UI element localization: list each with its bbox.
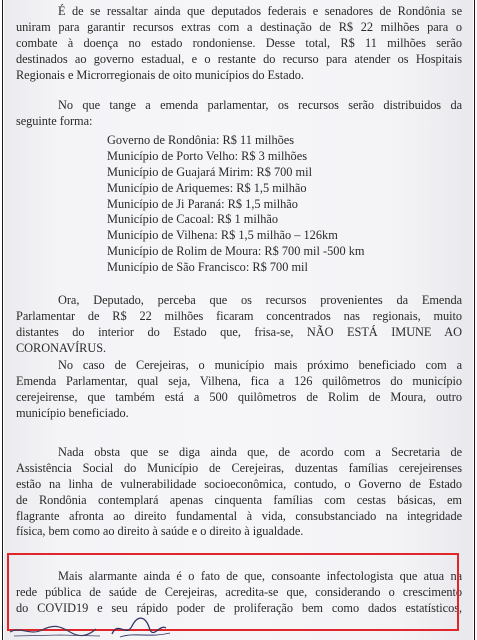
distribution-item: Município de São Francisco: R$ 700 mil [107, 260, 308, 275]
distribution-item: Município de Porto Velho: R$ 3 milhões [107, 148, 308, 163]
text-line: Parlamentar de R$ 22 milhões ficaram concentrados nas regionais, muito [16, 308, 462, 323]
text-line: uniram para garantir recursos extras com a destinação de R$ 22 milhões para o [16, 19, 462, 34]
text-line: CORONAVÍRUS. [16, 340, 107, 355]
text-line: Regionais e Microrregionais de oito municípios do Estado. [16, 67, 304, 82]
text-line: No que tange a emenda parlamentar, os recursos serão distribuidos da [58, 98, 462, 112]
text-line: física, bem como ao direito à saúde e o direito à igualdade. [16, 524, 304, 539]
distribution-item: Município de Ariquemes: R$ 1,5 milhão [107, 180, 307, 195]
text-line: Mais alarmante ainda é o fato de que, consoante infectologista que atua na [58, 569, 462, 583]
text-line: É de se ressaltar ainda que deputados federais e senadores de Rondônia se [58, 4, 462, 18]
paragraph-amendment [16, 98, 462, 130]
text-line: seguinte forma: [16, 113, 93, 128]
text-line: destinados ao governo estadual, e o restante do recurso para atender os Hospitais [16, 51, 462, 66]
text-line: Ora, Deputado, perceba que os recursos provenientes da Emenda [58, 293, 462, 307]
text-line: estão na linha de vulnerabilidade socioeconômica, contudo, o Governo de Estado [16, 476, 462, 491]
distribution-item: Município de Vilhena: R$ 1,5 milhão – 126km [107, 228, 338, 243]
text-line: combate à doença no estado rondoniense. Desse total, R$ 11 milhões serão [16, 35, 462, 50]
paragraph-cerejeiras [16, 358, 462, 422]
distribution-item: Município de Rolim de Moura: R$ 700 mil -500 km [107, 244, 365, 259]
text-line: de Rondônia contemplará apenas cinquenta famílias com cestas básicas, em [16, 492, 462, 507]
text-line: rede pública de saúde de Cerejeiras, acredita-se que, considerando o crescimento [16, 584, 462, 599]
text-line: distantes do interior do Estado que, frisa-se, NÃO ESTÁ IMUNE AO [16, 324, 462, 339]
paragraph-resources [16, 4, 462, 83]
text-line: do COVID19 e seu rápido poder de proliferação bem como dados estatísticos, [16, 600, 462, 615]
distribution-item: Município de Cacoal: R$ 1 milhão [107, 212, 279, 227]
text-line: Emenda Parlamentar, qual seja, Vilhena, fica a 126 quilômetros do município [16, 373, 462, 388]
text-line: Assistência Social do Município de Cerejeiras, duzentas famílias cerejeirenses [16, 460, 462, 475]
paragraph-social-assistance [16, 445, 462, 540]
text-line: município beneficiado. [16, 405, 129, 420]
text-line: cerejeirense, que também está a 500 quilômetros de Rolim de Moura, outro [16, 389, 462, 404]
paragraph-deputy [16, 293, 462, 357]
distribution-item: Governo de Rondônia: R$ 11 milhões [107, 133, 295, 147]
signature-scribble [0, 612, 477, 640]
text-line: Nada obsta que se diga ainda que, de acordo com a Secretaria de [58, 445, 462, 459]
distribution-list [107, 133, 365, 276]
distribution-item: Município de Ji Paraná: R$ 1,5 milhão [107, 196, 298, 211]
distribution-item: Município de Guajará Mirim: R$ 700 mil [107, 164, 313, 179]
text-line: flagrante afronta ao direito fundamental à vida, consubstanciado na integridade [16, 508, 462, 523]
text-line: No caso de Cerejeiras, o município mais próximo beneficiado com a [58, 358, 462, 372]
